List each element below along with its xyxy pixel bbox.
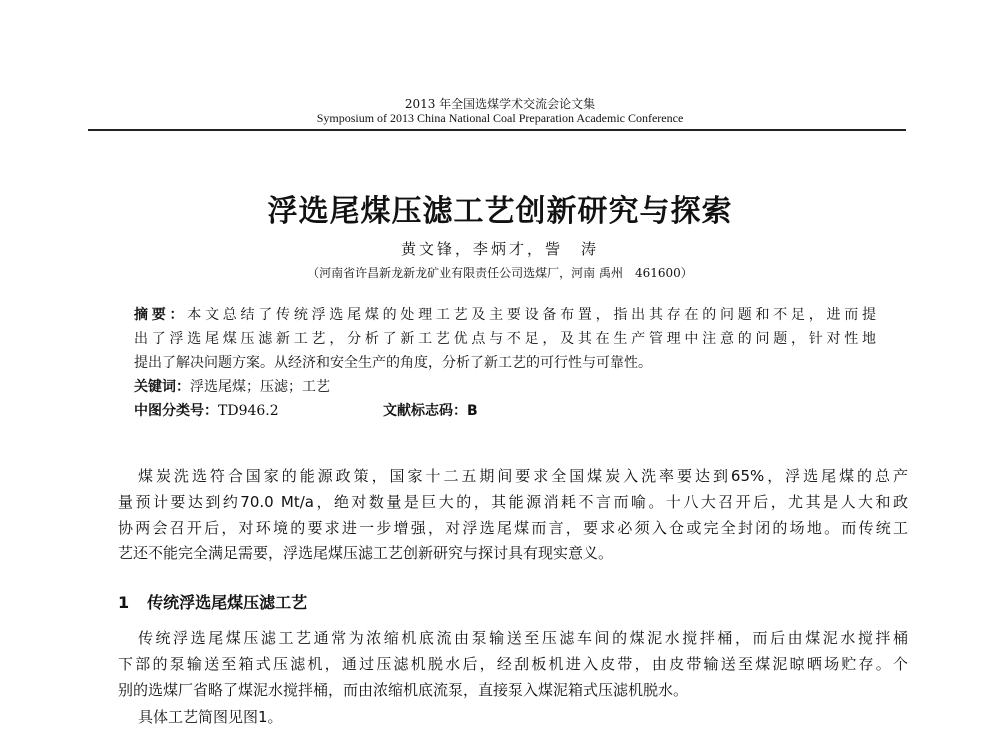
running-header-cn: 2013 年全国选煤学术交流会论文集 <box>404 97 596 111</box>
intro-line: 量预计要达到约70.0 Mt/a，绝对数量是巨大的，其能源消耗不言而喻。十八大召开后，尤其是人大和政 <box>118 493 908 511</box>
running-header-en: Symposium of 2013 China National Coal Preparation Academic Conference <box>316 111 684 125</box>
abstract-line: 提出了解决问题方案。从经济和安全生产的角度，分析了新工艺的可行性与可靠性。 <box>134 355 652 371</box>
section-line: 下部的泵输送至箱式压滤机，通过压滤机脱水后，经刮板机进入皮带，由皮带输送至煤泥晾晒场贮存。个 <box>118 655 908 673</box>
affiliation: （河南省许昌新龙新龙矿业有限责任公司选煤厂，河南 禹州 461600） <box>307 266 693 280</box>
intro-line: 艺还不能完全满足需要，浮选尾煤压滤工艺创新研究与探讨具有现实意义。 <box>118 544 614 562</box>
intro-line: 协两会召开后，对环境的要求进一步增强，对浮选尾煤而言，要求必须入仓或完全封闭的场地。而传统工 <box>118 519 908 537</box>
abstract-line: 摘要：本文总结了传统浮选尾煤的处理工艺及主要设备布置，指出其存在的问题和不足，进而提 <box>134 307 877 323</box>
section-heading: 1 传统浮选尾煤压滤工艺 <box>118 593 308 612</box>
document-code: 文献标志码：B <box>383 403 478 419</box>
abstract-label: 摘要： <box>134 307 188 323</box>
authors: 黄文锋，李炳才，訾 涛 <box>400 240 599 258</box>
keywords: 关键词：浮选尾煤；压滤；工艺 <box>134 379 330 395</box>
paper-title: 浮选尾煤压滤工艺创新研究与探索 <box>267 194 733 229</box>
intro-line: 煤炭洗选符合国家的能源政策，国家十二五期间要求全国煤炭入洗率要达到65%，浮选尾煤的总产 <box>138 467 908 485</box>
abstract-line: 出了浮选尾煤压滤新工艺，分析了新工艺优点与不足，及其在生产管理中注意的问题，针对性地 <box>134 331 876 347</box>
section-line: 传统浮选尾煤压滤工艺通常为浓缩机底流由泵输送至压滤车间的煤泥水搅拌桶，而后由煤泥水搅拌桶 <box>138 629 908 647</box>
classification: 中图分类号：TD946.2 <box>134 403 279 419</box>
header-rule <box>88 129 906 131</box>
section-line: 别的选煤厂省略了煤泥水搅拌桶，而由浓缩机底流泵，直接泵入煤泥箱式压滤机脱水。 <box>118 681 689 699</box>
figure-reference: 具体工艺简图见图1。 <box>138 708 283 726</box>
